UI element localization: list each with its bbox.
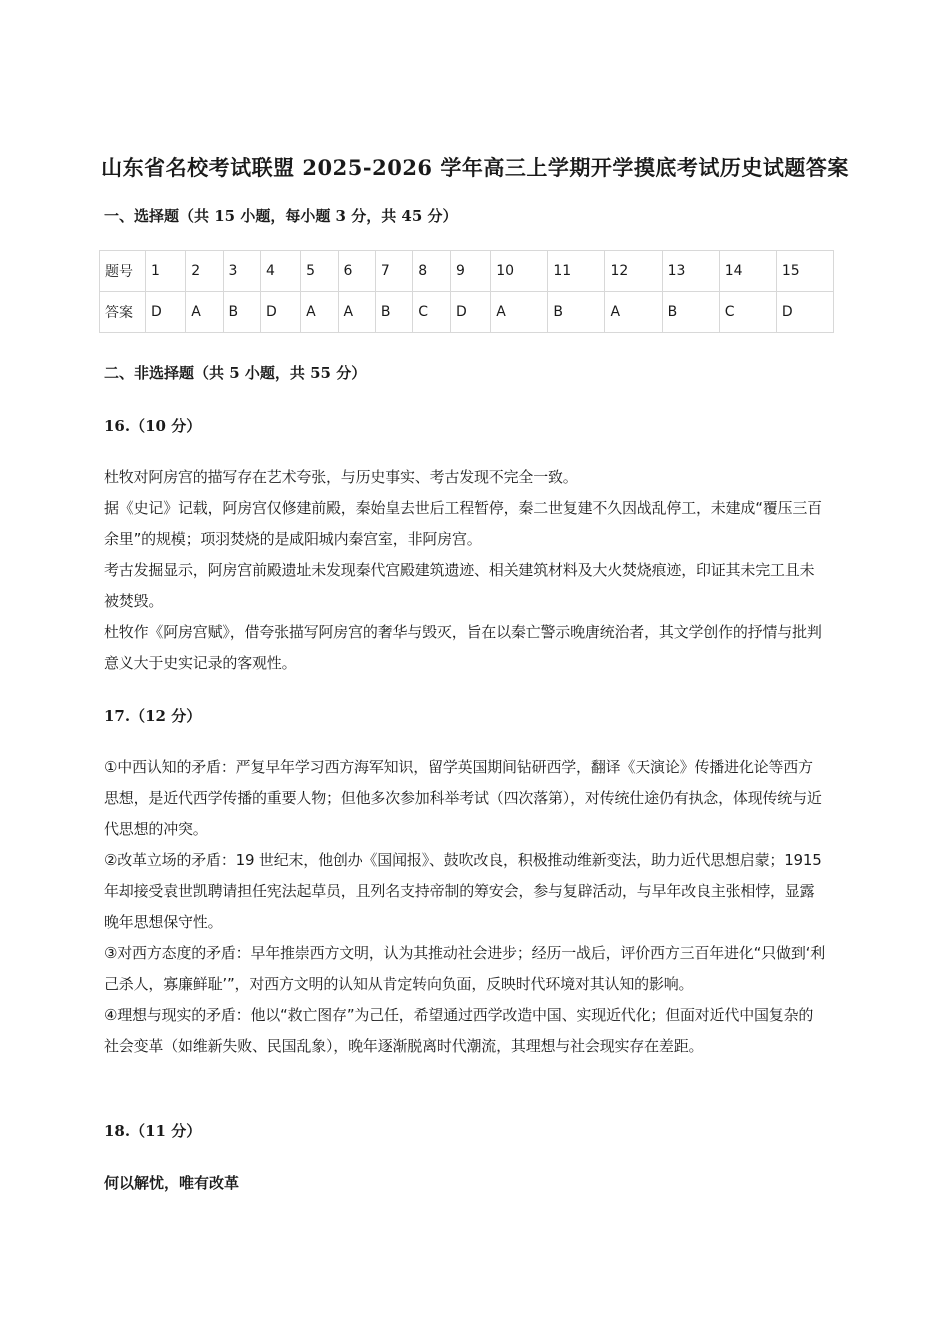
table-cell: 8 xyxy=(413,251,451,292)
table-cell: D xyxy=(260,292,300,333)
table-header-cell: 答案 xyxy=(100,292,146,333)
table-cell: 15 xyxy=(776,251,833,292)
table-cell: 5 xyxy=(301,251,338,292)
table-cell: D xyxy=(451,292,491,333)
table-cell: 9 xyxy=(451,251,491,292)
answer-table xyxy=(99,250,834,333)
table-cell: D xyxy=(146,292,186,333)
table-cell: 3 xyxy=(223,251,260,292)
answer-paragraph: ④理想与现实的矛盾：他以“救亡图存”为己任，希望通过西学改造中国、实现近代化；但面对近代中国复杂的社会变革（如维新失败、民国乱象），晚年逐渐脱离时代潮流，其理想与社会现实存在差距。 xyxy=(104,1006,814,1055)
question-16-heading: 16.（10 分） xyxy=(104,417,202,435)
table-row-answers xyxy=(100,292,834,333)
answer-paragraph: ③对西方态度的矛盾：早年推崇西方文明，认为其推动社会进步；经历一战后，评价西方三百年进化“只做到‘利己杀人，寡廉鲜耻’”，对西方文明的认知从肯定转向负面，反映时代环境对其认知的影响。 xyxy=(104,944,825,993)
table-cell: 10 xyxy=(491,251,548,292)
table-cell: A xyxy=(491,292,548,333)
table-cell: 6 xyxy=(338,251,375,292)
table-cell: B xyxy=(375,292,412,333)
section-2-heading: 二、非选择题（共 5 小题，共 55 分） xyxy=(104,364,367,382)
table-row-question-numbers xyxy=(100,251,834,292)
table-cell: C xyxy=(719,292,776,333)
table-cell: 2 xyxy=(186,251,223,292)
table-cell: A xyxy=(186,292,223,333)
answer-paragraph: 杜牧作《阿房宫赋》，借夸张描写阿房宫的奢华与毁灭，旨在以秦亡警示晚唐统治者，其文学创作的抒情与批判意义大于史实记录的客观性。 xyxy=(104,623,822,672)
question-17-answer xyxy=(104,752,826,1062)
table-cell: 12 xyxy=(605,251,662,292)
table-cell: A xyxy=(301,292,338,333)
section-1-heading: 一、选择题（共 15 小题，每小题 3 分，共 45 分） xyxy=(104,207,458,225)
question-17-heading: 17.（12 分） xyxy=(104,707,202,725)
answer-paragraph: 杜牧对阿房宫的描写存在艺术夸张，与历史事实、考古发现不完全一致。 xyxy=(104,468,578,486)
question-18-heading: 18.（11 分） xyxy=(104,1122,202,1140)
table-cell: A xyxy=(605,292,662,333)
question-18-subheading: 何以解忧，唯有改革 xyxy=(104,1174,240,1192)
question-16-answer xyxy=(104,462,826,679)
document-title: 山东省名校考试联盟 2025-2026 学年高三上学期开学摸底考试历史试题答案 xyxy=(101,155,849,180)
table-header-cell: 题号 xyxy=(100,251,146,292)
table-cell: 1 xyxy=(146,251,186,292)
table-cell: D xyxy=(776,292,833,333)
table-cell: 4 xyxy=(260,251,300,292)
table-cell: 11 xyxy=(548,251,605,292)
answer-paragraph: 据《史记》记载，阿房宫仅修建前殿，秦始皇去世后工程暂停，秦二世复建不久因战乱停工，未建成“覆压三百余里”的规模；项羽焚烧的是咸阳城内秦宫室，非阿房宫。 xyxy=(104,499,822,548)
table-cell: 14 xyxy=(719,251,776,292)
table-cell: B xyxy=(662,292,719,333)
table-cell: A xyxy=(338,292,375,333)
table-cell: 13 xyxy=(662,251,719,292)
table-cell: 7 xyxy=(375,251,412,292)
table-cell: C xyxy=(413,292,451,333)
answer-paragraph: ②改革立场的矛盾：19 世纪末，他创办《国闻报》、鼓吹改良，积极推动维新变法，助力近代思想启蒙；1915 年却接受袁世凯聘请担任宪法起草员，且列名支持帝制的筹安会，参与复辟活动，与早年改良主张相悖，显露晚年思想保守性。 xyxy=(104,851,822,931)
answer-paragraph: ①中西认知的矛盾：严复早年学习西方海军知识，留学英国期间钻研西学，翻译《天演论》传播进化论等西方思想，是近代西学传播的重要人物；但他多次参加科举考试（四次落第），对传统仕途仍有执念，体现传统与近代思想的冲突。 xyxy=(104,758,822,838)
table-cell: B xyxy=(223,292,260,333)
answer-paragraph: 考古发掘显示，阿房宫前殿遗址未发现秦代宫殿建筑遗迹、相关建筑材料及大火焚烧痕迹，印证其未完工且未被焚毁。 xyxy=(104,561,815,610)
table-cell: B xyxy=(548,292,605,333)
